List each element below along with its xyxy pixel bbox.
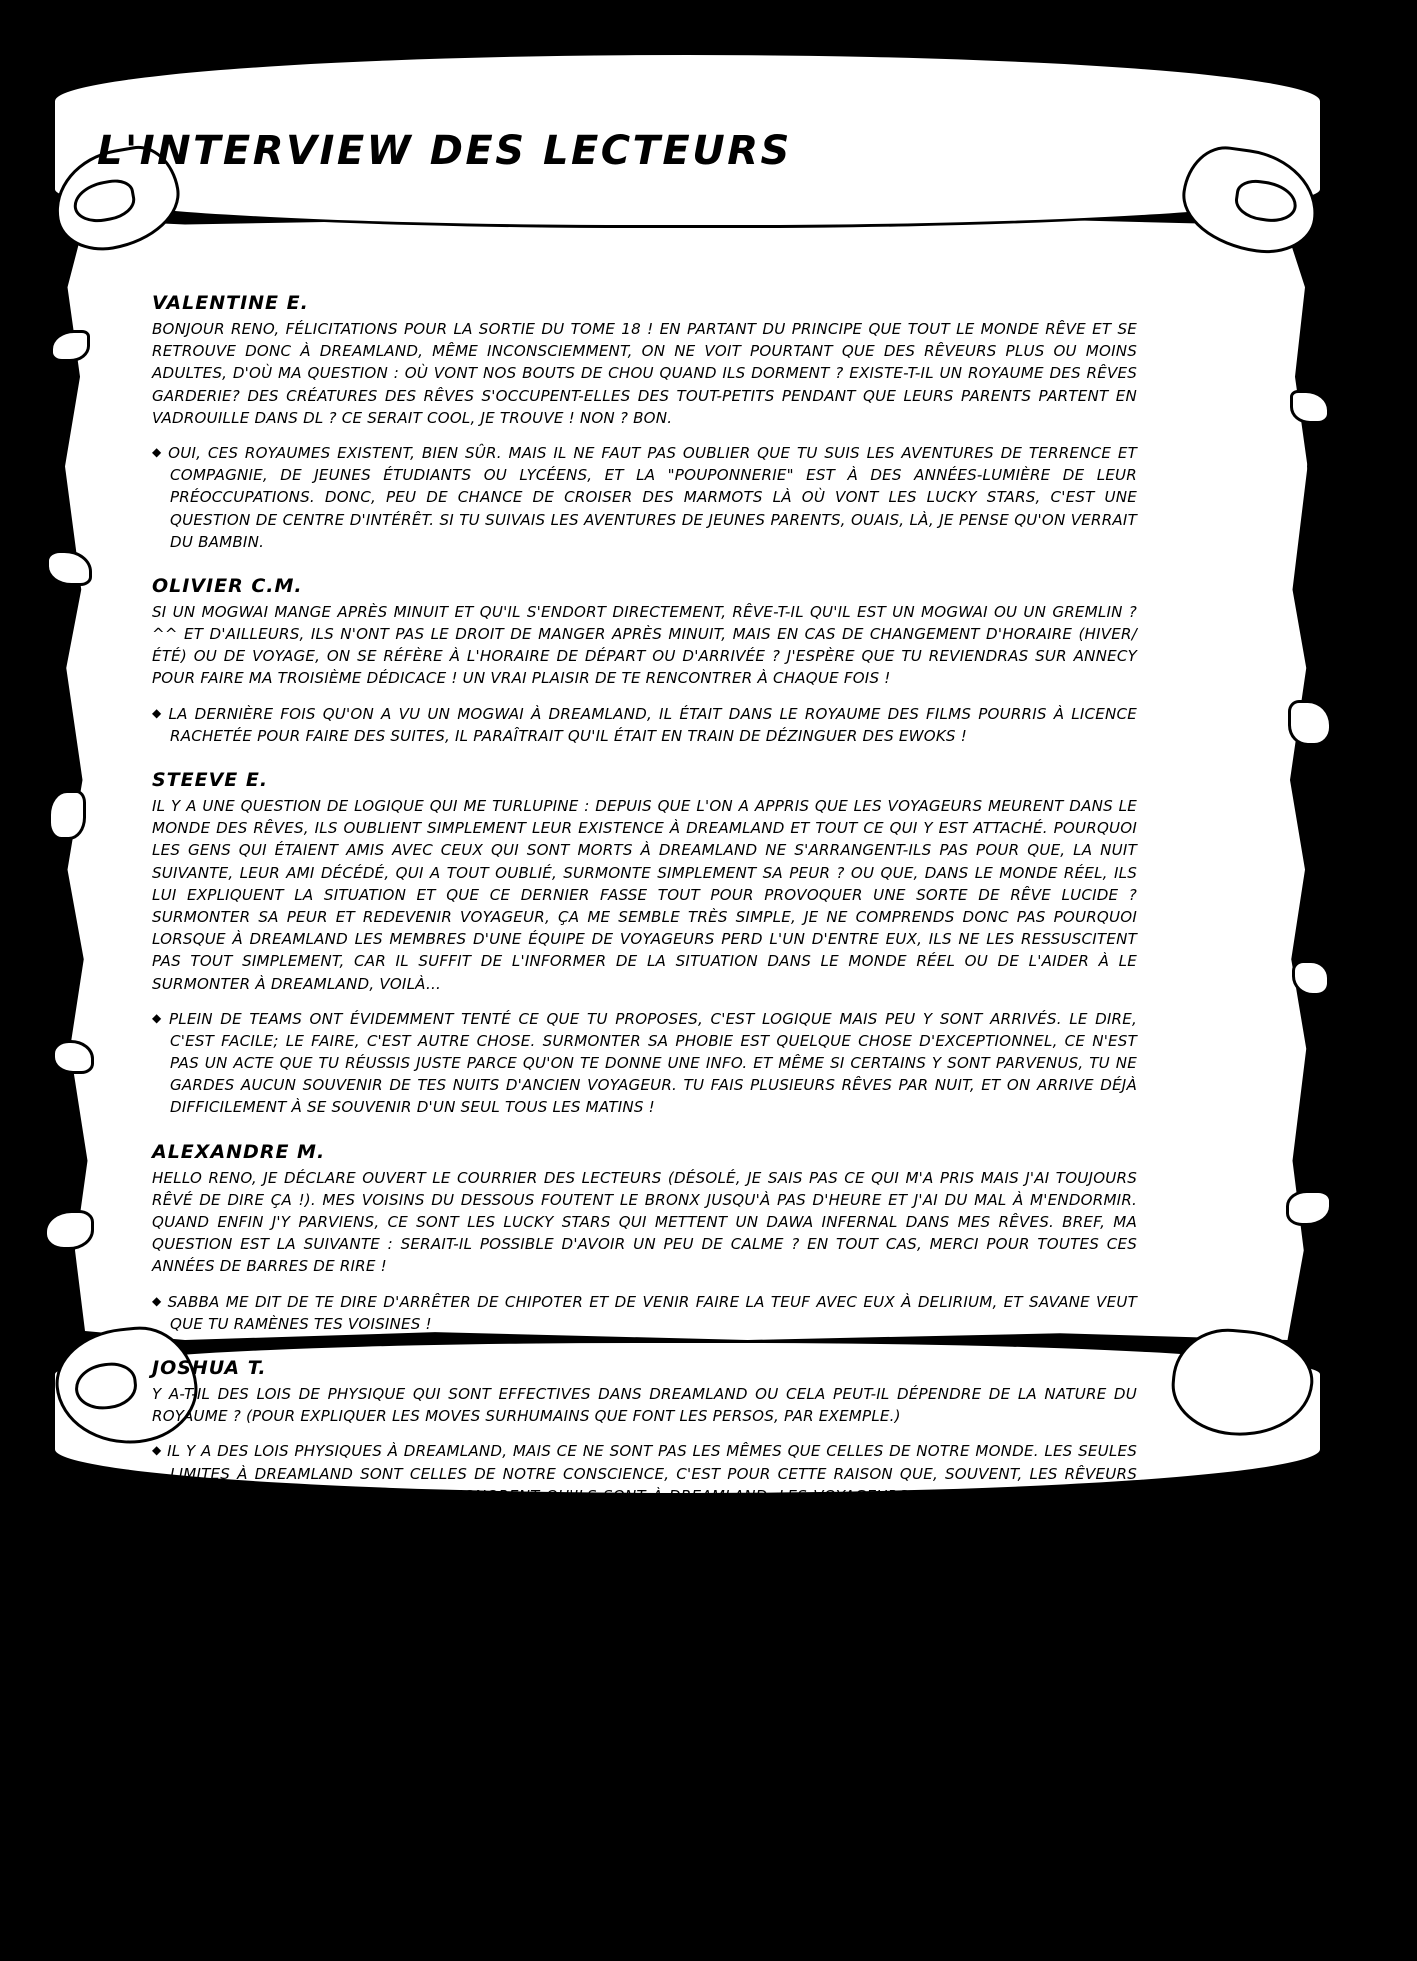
asker-name: JOSHUA T. [152,1356,267,1379]
edge-nick [1286,1190,1332,1226]
qa-block [152,292,1137,553]
question-text: HELLO RENO, JE DÉCLARE OUVERT LE COURRIER DES LECTEURS (DÉSOLÉ, JE SAIS PAS CE QUI M'A PRIS MAIS J'AI TOUJOURS RÊVÉ DE DIRE ÇA !). MES VOISINS DU DESSOUS FOUTENT LE BRONX JUSQU'À PAS D'HEURE ET J'AI DU MAL À M'ENDORMIR. QUAND ENFIN J'Y PARVIENS, CE SONT LES LUCKY STARS QUI METTENT UN DAWA INFERNAL DANS MES RÊVES. BREF, MA QUESTION EST LA SUIVANTE : SERAIT-IL POSSIBLE D'AVOIR UN PEU DE CALME ? EN TOUT CAS, MERCI POUR TOUTES CES ANNÉES DE BARRES DE RIRE ! [152,1168,1137,1276]
question-text: BONJOUR RENO, FÉLICITATIONS POUR LA SORTIE DU TOME 18 ! EN PARTANT DU PRINCIPE QUE TOUT LE MONDE RÊVE ET SE RETROUVE DONC À DREAMLAND, MÊME INCONSCIEMMENT, ON NE VOIT POURTANT QUE DES RÊVEURS PLUS OU MOINS ADULTES, D'OÙ MA QUESTION : OÙ VONT NOS BOUTS DE CHOU QUAND ILS DORMENT ? EXISTE-T-IL UN ROYAUME DES RÊVES GARDERIE? DES CRÉATURES DES RÊVES S'OCCUPENT-ELLES DES TOUT-PETITS PENDANT QUE LEURS PARENTS PARTENT EN VADROUILLE DANS DL ? CE SERAIT COOL, JE TROUVE ! NON ? BON. [152,320,1137,427]
bullet-icon: ◆ [152,705,164,720]
edge-nick [1292,960,1330,996]
answer-body: IL Y A DES LOIS PHYSIQUES À DREAMLAND, MAIS CE NE SONT PAS LES MÊMES QUE CELLES DE NOTRE MONDE. LES SEULES LIMITES À DREAMLAND SONT CELLES DE NOTRE CONSCIENCE, C'EST POUR CETTE RAISON QUE, SOUVENT, LES RÊVEURS ONT LES PLEINS POUVOIRS CAR ILS IGNORENT QU'ILS SONT À DREAMLAND. LES VOYAGEURS QUI, EUX, ONT CONSCIENCE DE DREAMLAND SONT DONC RESTREINTS PAR CETTE PENSÉE, ET LES PLUS FORTS DES VOYAGEURS SONT CEUX QUI, À FORCE D'EXPÉRIENCE, DÉPASSENT LEUR CONSCIENCE ET DONC LEURS LIMITES. [167,1442,1137,1550]
interview-content [152,270,1137,1557]
page-title: L'INTERVIEW DES LECTEURS [97,128,792,174]
edge-nick [1288,700,1332,746]
asker-name: OLIVIER C.M. [152,574,303,597]
edge-nick [48,790,86,840]
qa-block [152,1357,1137,1551]
answer-text [152,1291,1137,1335]
bullet-icon: ◆ [152,1443,163,1458]
qa-block [152,575,1137,747]
asker-name: STEEVE E. [152,769,269,791]
bullet-icon: ◆ [152,444,164,459]
answer-text [152,442,1137,553]
edge-nick [44,1210,94,1250]
edge-nick [1290,390,1330,424]
answer-body: OUI, CES ROYAUMES EXISTENT, BIEN SÛR. MAIS IL NE FAUT PAS OUBLIER QUE TU SUIS LES AVENTURES DE TERRENCE ET COMPAGNIE, DE JEUNES ÉTUDIANTS OU LYCÉENS, ET LA "POUPONNERIE" EST À DES ANNÉES-LUMIÈRE DE LEUR PRÉOCCUPATIONS. DONC, PEU DE CHANCE DE CROISER DES MARMOTS LÀ OÙ VONT LES LUCKY STARS, C'EST UNE QUESTION DE CENTRE D'INTÉRÊT. SI TU SUIVAIS LES AVENTURES DE JEUNES PARENTS, OUAIS, LÀ, JE PENSE QU'ON VERRAIT DU BAMBIN. [168,443,1137,551]
question-text: Y A-T-IL DES LOIS DE PHYSIQUE QUI SONT EFFECTIVES DANS DREAMLAND OU CELA PEUT-IL DÉPENDRE DE LA NATURE DU ROYAUME ? (POUR EXPLIQUER LES MOVES SURHUMAINS QUE FONT LES PERSOS, PAR EXEMPLE.) [152,1384,1137,1426]
qa-block [152,1141,1137,1335]
scroll-parchment [42,30,1327,1550]
qa-block [152,769,1137,1119]
asker-name: ALEXANDRE M. [152,1140,326,1163]
question-text: IL Y A UNE QUESTION DE LOGIQUE QUI ME TURLUPINE : DEPUIS QUE L'ON A APPRIS QUE LES VOYAGEURS MEURENT DANS LE MONDE DES RÊVES, ILS OUBLIENT SIMPLEMENT LEUR EXISTENCE À DREAMLAND ET TOUT CE QUI Y EST ATTACHÉ. POURQUOI LES GENS QUI ÉTAIENT AMIS AVEC CEUX QUI SONT MORTS À DREAMLAND NE S'ARRANGENT-ILS PAS POUR QUE, LA NUIT SUIVANTE, LEUR AMI DÉCÉDÉ, QUI A TOUT OUBLIÉ, SURMONTE SIMPLEMENT SA PEUR ? OU QUE, DANS LE MONDE RÉEL, ILS LUI EXPLIQUENT LA SITUATION ET QUE CE DERNIER FASSE TOUT POUR PROVOQUER UNE SORTE DE RÊVE LUCIDE ? SURMONTER SA PEUR ET REDEVENIR VOYAGEUR, ÇA ME SEMBLE TRÈS SIMPLE, JE NE COMPRENDS DONC PAS POURQUOI LORSQUE À DREAMLAND LES MEMBRES D'UNE ÉQUIPE DE VOYAGEURS PERD L'UN D'ENTRE EUX, ILS NE LES RESSUSCITENT PAS TOUT SIMPLEMENT, CAR IL SUFFIT DE L'INFORMER DE LA SITUATION DANS LE MONDE RÉEL OU DE L'AIDER À LE SURMONTER À DREAMLAND, VOILÀ... [152,797,1137,993]
question-text: SI UN MOGWAI MANGE APRÈS MINUIT ET QU'IL S'ENDORT DIRECTEMENT, RÊVE-T-IL QU'IL EST UN MOGWAI OU UN GREMLIN ? ^^ ET D'AILLEURS, ILS N'ONT PAS LE DROIT DE MANGER APRÈS MINUIT, MAIS EN CAS DE CHANGEMENT D'HORAIRE (HIVER/ÉTÉ) OU DE VOYAGE, ON SE RÉFÈRE À L'HORAIRE DE DÉPART OU D'ARRIVÉE ? J'ESPÈRE QUE TU REVIENDRAS SUR ANNECY POUR FAIRE MA TROISIÈME DÉDICACE ! UN VRAI PLAISIR DE TE RENCONTRER À CHAQUE FOIS ! [152,602,1137,688]
answer-body: LA DERNIÈRE FOIS QU'ON A VU UN MOGWAI À DREAMLAND, IL ÉTAIT DANS LE ROYAUME DES FILMS POURRIS À LICENCE RACHETÉE POUR FAIRE DES SUITES, IL PARAÎTRAIT QU'IL ÉTAIT EN TRAIN DE DÉZINGUER DES EWOKS ! [168,704,1137,745]
answer-text [152,1008,1137,1119]
answer-text [152,703,1137,747]
answer-body: SABBA ME DIT DE TE DIRE D'ARRÊTER DE CHIPOTER ET DE VENIR FAIRE LA TEUF AVEC EUX À DELIRIUM, ET SAVANE VEUT QUE TU RAMÈNES TES VOISINES ! [167,1292,1137,1333]
answer-text [152,1440,1137,1551]
bullet-icon: ◆ [152,1010,164,1025]
edge-nick [52,1040,94,1074]
edge-nick [50,330,90,362]
answer-body: PLEIN DE TEAMS ONT ÉVIDEMMENT TENTÉ CE QUE TU PROPOSES, C'EST LOGIQUE MAIS PEU Y SONT ARRIVÉS. LE DIRE, C'EST FACILE; LE FAIRE, C'EST AUTRE CHOSE. SURMONTER SA PHOBIE EST QUELQUE CHOSE D'EXCEPTIONNEL, CE N'EST PAS UN ACTE QUE TU RÉUSSIS JUSTE PARCE QU'ON TE DONNE UNE INFO. ET MÊME SI CERTAINS Y SONT PARVENUS, TU NE GARDES AUCUN SOUVENIR DE TES NUITS D'ANCIEN VOYAGEUR. TU FAIS PLUSIEURS RÊVES PAR NUIT, ET ON ARRIVE DÉJÀ DIFFICILEMENT À SE SOUVENIR D'UN SEUL TOUS LES MATINS ! [168,1009,1137,1117]
asker-name: VALENTINE E. [152,292,309,314]
bullet-icon: ◆ [152,1293,163,1308]
